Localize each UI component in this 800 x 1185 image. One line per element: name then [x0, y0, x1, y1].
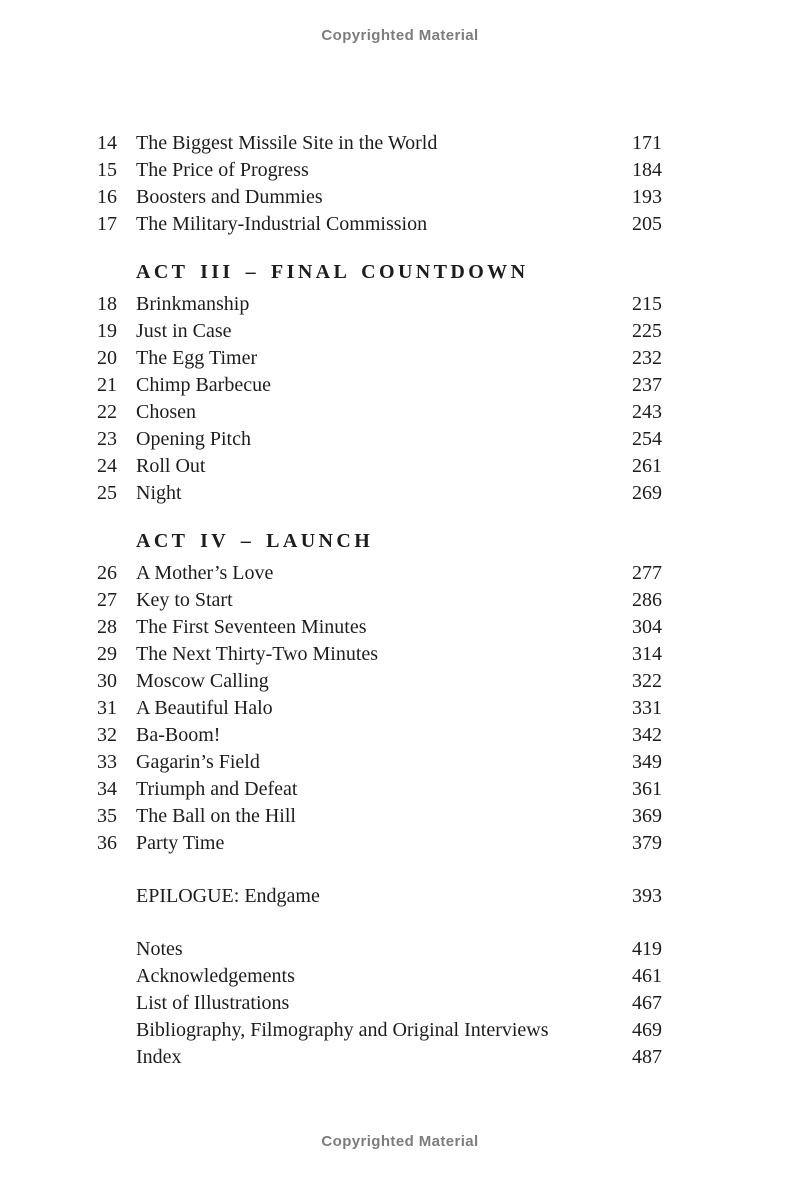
chapter-title: The First Seventeen Minutes: [136, 616, 367, 638]
toc-row: [91, 1017, 662, 1044]
chapter-title: The Price of Progress: [136, 159, 309, 181]
chapter-number: 19: [97, 320, 117, 342]
page-number: 393: [632, 885, 662, 907]
page-number: 304: [632, 616, 662, 638]
toc-row: [91, 345, 662, 372]
page-number: 232: [632, 347, 662, 369]
chapter-title: The Next Thirty-Two Minutes: [136, 643, 379, 665]
chapter-number: 34: [97, 778, 117, 800]
chapter-number: [91, 883, 117, 910]
page-number: 205: [632, 213, 662, 235]
chapter-number: [91, 990, 117, 1017]
chapter-title: EPILOGUE: Endgame: [136, 885, 320, 907]
chapter-number: 22: [97, 401, 117, 423]
chapter-number: 14: [97, 132, 117, 154]
page-number: 269: [632, 482, 662, 504]
chapter-title: Opening Pitch: [136, 428, 251, 450]
chapter-title: The Ball on the Hill: [136, 805, 296, 827]
chapter-title: A Mother’s Love: [136, 562, 274, 584]
chapter-title: Roll Out: [136, 455, 206, 477]
chapter-title: The Military-Industrial Commission: [136, 213, 428, 235]
chapter-number: 20: [97, 347, 117, 369]
toc-row: [91, 722, 662, 749]
toc-row: [91, 211, 662, 238]
chapter-number: [91, 1017, 117, 1044]
chapter-number: 33: [97, 751, 117, 773]
chapter-number: 26: [97, 562, 117, 584]
chapter-number: 35: [97, 805, 117, 827]
chapter-number: 18: [97, 293, 117, 315]
chapter-number: 15: [97, 159, 117, 181]
toc-row: [91, 990, 662, 1017]
chapter-title: Acknowledgements: [136, 965, 295, 987]
toc-row: [91, 776, 662, 803]
toc-section: [91, 528, 662, 857]
toc-section: [91, 130, 662, 238]
toc-row: [91, 480, 662, 507]
page-number: 277: [632, 562, 662, 584]
chapter-number: 23: [97, 428, 117, 450]
toc-row: [91, 641, 662, 668]
chapter-title: Ba-Boom!: [136, 724, 221, 746]
chapter-title: List of Illustrations: [136, 992, 290, 1014]
chapter-number: 36: [97, 832, 117, 854]
page-number: 469: [632, 1019, 662, 1041]
toc-row: [91, 184, 662, 211]
page-number: 254: [632, 428, 662, 450]
chapter-title: Chimp Barbecue: [136, 374, 271, 396]
page-number: 286: [632, 589, 662, 611]
chapter-title: Brinkmanship: [136, 293, 250, 315]
page-number: 419: [632, 938, 662, 960]
chapter-title: Boosters and Dummies: [136, 186, 323, 208]
chapter-title: Night: [136, 482, 182, 504]
chapter-title: Chosen: [136, 401, 196, 423]
toc-row: [91, 372, 662, 399]
toc-row: [91, 157, 662, 184]
page-number: 467: [632, 992, 662, 1014]
chapter-number: [91, 963, 117, 990]
toc-section: [91, 883, 662, 910]
page-number: 322: [632, 670, 662, 692]
toc-row: [91, 560, 662, 587]
toc-row: [91, 883, 662, 910]
chapter-number: 25: [97, 482, 117, 504]
chapter-title: Bibliography, Filmography and Original Interviews: [136, 1019, 549, 1041]
chapter-title: Party Time: [136, 832, 225, 854]
table-of-contents: [91, 130, 662, 1071]
chapter-number: 32: [97, 724, 117, 746]
toc-row: [91, 426, 662, 453]
chapter-number: 27: [97, 589, 117, 611]
page-number: 342: [632, 724, 662, 746]
page-number: 184: [632, 159, 662, 181]
page-number: 331: [632, 697, 662, 719]
toc-row: [91, 453, 662, 480]
chapter-title: A Beautiful Halo: [136, 697, 273, 719]
chapter-number: [91, 936, 117, 963]
page-number: 461: [632, 965, 662, 987]
toc-row: [91, 318, 662, 345]
page-number: 487: [632, 1046, 662, 1068]
toc-section-header: ACT IV – LAUNCH: [136, 530, 374, 552]
page-number: 379: [632, 832, 662, 854]
page-number: 237: [632, 374, 662, 396]
page-number: 369: [632, 805, 662, 827]
page-number: 243: [632, 401, 662, 423]
chapter-title: Just in Case: [136, 320, 232, 342]
chapter-number: 31: [97, 697, 117, 719]
chapter-title: Key to Start: [136, 589, 233, 611]
toc-row: [91, 587, 662, 614]
toc-row: [91, 614, 662, 641]
toc-row: [91, 130, 662, 157]
toc-row: [91, 1044, 662, 1071]
chapter-number: 17: [97, 213, 117, 235]
page-number: 171: [632, 132, 662, 154]
chapter-title: The Biggest Missile Site in the World: [136, 132, 438, 154]
page-number: 314: [632, 643, 662, 665]
toc-row: [91, 830, 662, 857]
toc-row: [91, 668, 662, 695]
page-number: 193: [632, 186, 662, 208]
chapter-number: 28: [97, 616, 117, 638]
page-number: 225: [632, 320, 662, 342]
chapter-title: The Egg Timer: [136, 347, 258, 369]
page-number: 361: [632, 778, 662, 800]
chapter-number: 16: [97, 186, 117, 208]
page-number: 261: [632, 455, 662, 477]
toc-section: [91, 936, 662, 1071]
chapter-title: Triumph and Defeat: [136, 778, 298, 800]
toc-section-header: ACT III – FINAL COUNTDOWN: [136, 261, 529, 283]
chapter-title: Moscow Calling: [136, 670, 269, 692]
toc-row: [91, 936, 662, 963]
toc-row: [91, 291, 662, 318]
chapter-number: 30: [97, 670, 117, 692]
chapter-title: Index: [136, 1046, 182, 1068]
page-number: 349: [632, 751, 662, 773]
copyright-watermark-top: Copyrighted Material: [321, 27, 479, 44]
chapter-number: 21: [97, 374, 117, 396]
toc-section: [91, 259, 662, 507]
chapter-number: 29: [97, 643, 117, 665]
chapter-title: Notes: [136, 938, 183, 960]
toc-row: [91, 399, 662, 426]
toc-row: [91, 803, 662, 830]
toc-row: [91, 749, 662, 776]
toc-row: [91, 963, 662, 990]
copyright-watermark-bottom: Copyrighted Material: [321, 1133, 479, 1150]
toc-row: [91, 695, 662, 722]
chapter-title: Gagarin’s Field: [136, 751, 260, 773]
page-number: 215: [632, 293, 662, 315]
chapter-number: 24: [97, 455, 117, 477]
chapter-number: [91, 1044, 117, 1071]
